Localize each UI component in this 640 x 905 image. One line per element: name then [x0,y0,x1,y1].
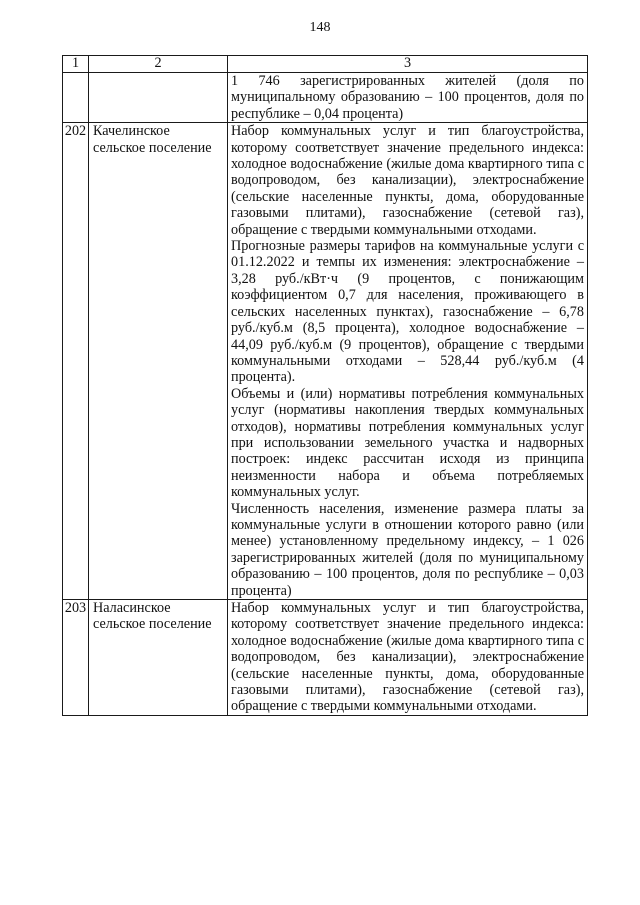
row-description [228,73,588,123]
row-paragraph: Численность населения, изменение размера платы за коммунальные услуги в отношении которого равно (или менее) установленному предельному индексу, – 1 026 зарегистрированных жителей (доля по муниципальному образованию – 100 процентов, доля по республике – 0,03 процента) [231,500,584,599]
row-number: 203 [63,600,89,716]
table-header-row [63,56,588,73]
row-paragraph: Набор коммунальных услуг и тип благоустройства, которому соответствует значение предельного индекса: холодное водоснабжение (жилые дома квартирного типа с водопроводом, без канализации), электроснабжение (сельские населенные пункты, дома, оборудованные газовыми плитами), газоснабжение (сетевой газ), обращение с твердыми коммунальными отходами. [231,600,584,715]
column-header-1: 1 [63,56,89,73]
settlement-name: Качелинское сельское поселение [89,123,228,600]
row-number [63,73,89,123]
settlement-name: Наласинское сельское поселение [89,600,228,716]
table-row [63,123,588,600]
row-paragraph: Прогнозные размеры тарифов на коммунальные услуги с 01.12.2022 и темпы их изменения: электроснабжение – 3,28 руб./кВт·ч (9 процентов, с понижающим коэффициентом 0,7 для населения, проживающего в сельских населенных пунктах), газоснабжение – 6,78 руб./куб.м (8,5 процента), холодное водоснабжение – 44,09 руб./куб.м (9 процентов), обращение с твердыми коммунальными отходами – 528,44 руб./куб.м (4 процента). [231,238,584,386]
column-header-3: 3 [228,56,588,73]
row-paragraph: Набор коммунальных услуг и тип благоустройства, которому соответствует значение предельного индекса: холодное водоснабжение (жилые дома квартирного типа с водопроводом, без канализации), электроснабжение (сельские населенные пункты, дома, оборудованные газовыми плитами), газоснабжение (сетевой газ), обращение с твердыми коммунальными отходами. [231,123,584,238]
page-number: 148 [309,20,331,35]
row-description [228,123,588,600]
settlement-name [89,73,228,123]
row-paragraph: Объемы и (или) нормативы потребления коммунальных услуг (нормативы накопления твердых коммунальных отходов), нормативы потребления коммунальных услуг при использовании земельного участка и надворных построек: индекс рассчитан исходя из принципа неизменности набора и объема потребляемых коммунальных услуг. [231,385,584,501]
row-paragraph: 1 746 зарегистрированных жителей (доля по муниципальному образованию – 100 процентов, доля по республике – 0,04 процента) [231,73,584,122]
municipal-index-table [62,55,588,716]
row-description [228,600,588,716]
row-number: 202 [63,123,89,600]
table-row [63,73,588,123]
column-header-2: 2 [89,56,228,73]
table-row [63,600,588,716]
